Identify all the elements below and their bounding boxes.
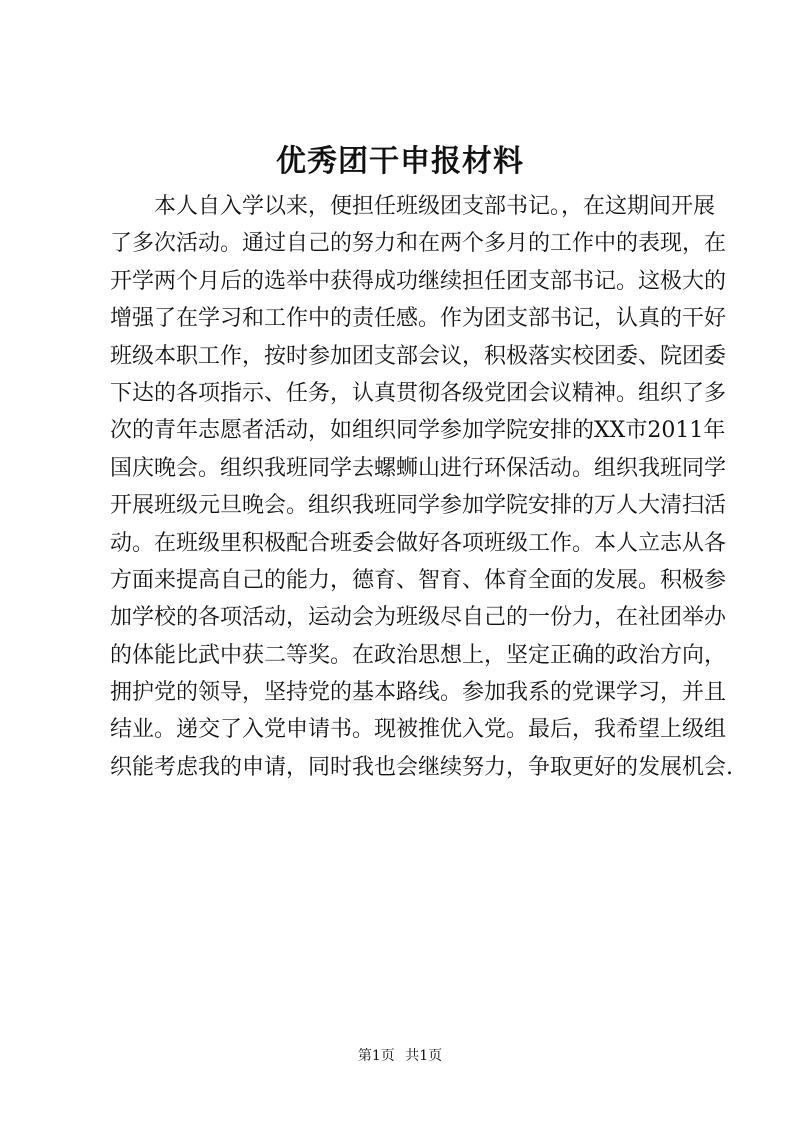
body-line: 动。在班级里积极配合班委会做好各项班级工作。本人立志从各	[110, 530, 727, 556]
body-line: 本人自入学以来，便担任班级团支部书记。，在这期间开展	[110, 194, 716, 219]
document-body	[110, 188, 733, 786]
body-line: 加学校的各项活动，运动会为班级尽自己的一份力，在社团举办	[110, 605, 727, 631]
body-line: 增强了在学习和工作中的责任感。作为团支部书记，认真的干好	[110, 306, 727, 332]
body-line: 拥护党的领导，坚持党的基本路线。参加我系的党课学习，并且	[110, 680, 727, 706]
body-line: 下达的各项指示、任务，认真贯彻各级党团会议精神。组织了多	[110, 380, 727, 406]
body-line: 了多次活动。通过自己的努力和在两个多月的工作中的表现，在	[110, 231, 727, 257]
document-title: 优秀团干申报材料	[276, 144, 524, 179]
body-line: 次的青年志愿者活动，如组织同学参加学院安排的XX市2011年	[110, 418, 726, 444]
body-line: 结业。递交了入党申请书。现被推优入党。最后，我希望上级组	[110, 717, 727, 743]
page-number: 第1页	[357, 1048, 395, 1064]
body-line: 开展班级元旦晚会。组织我班同学参加学院安排的万人大清扫活	[110, 493, 727, 519]
page-total: 共1页	[405, 1048, 443, 1064]
body-line: 班级本职工作，按时参加团支部会议，积极落实校团委、院团委	[110, 343, 727, 369]
page-footer	[0, 1046, 800, 1066]
body-line: 开学两个月后的选举中获得成功继续担任团支部书记。这极大的	[110, 268, 727, 294]
body-line: 方面来提高自己的能力，德育、智育、体育全面的发展。积极参	[110, 567, 727, 593]
body-line: 织能考虑我的申请，同时我也会继续努力，争取更好的发展机会.	[110, 754, 733, 780]
body-line: 国庆晚会。组织我班同学去螺蛳山进行环保活动。组织我班同学	[110, 455, 727, 481]
body-line: 的体能比武中获二等奖。在政治思想上，坚定正确的政治方向，	[110, 642, 727, 668]
